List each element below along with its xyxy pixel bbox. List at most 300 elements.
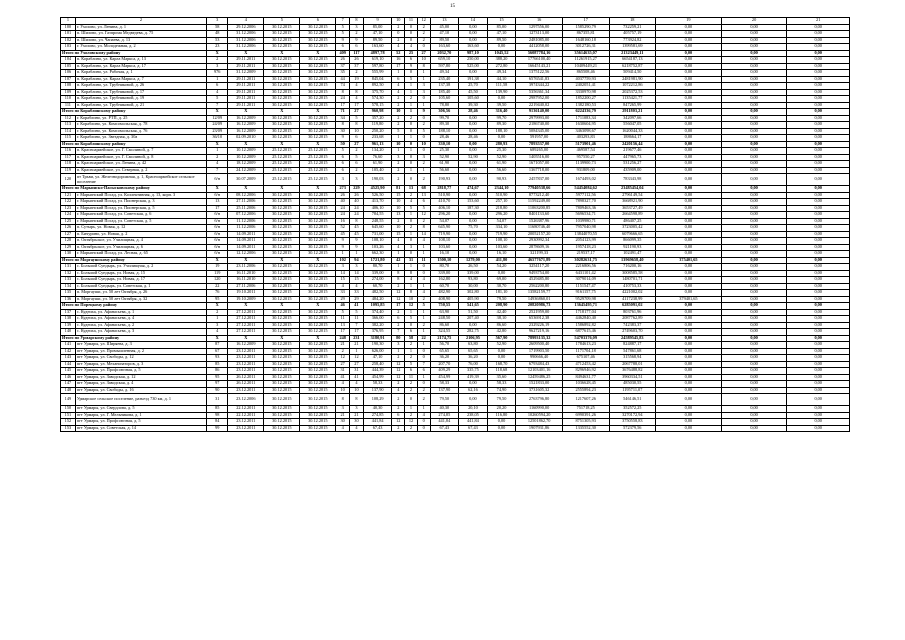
table-cell: 1: [392, 135, 405, 142]
table-cell: 659,10: [430, 57, 459, 64]
table-cell: 4: [405, 199, 418, 206]
table-cell: 6: [392, 76, 405, 83]
table-cell: 19: [350, 76, 364, 83]
table-cell: 0: [405, 251, 418, 258]
table-cell: 0,00: [656, 205, 722, 212]
subtotal-cell: 0,00: [459, 141, 488, 148]
table-cell: 30.12.2015: [300, 296, 336, 303]
subtotal-label: Итого по Моргаушскому району: [61, 257, 207, 264]
table-cell: 124: [61, 212, 76, 219]
address-cell: п. Кораблино, ул. Карла Маркса, д. 7: [75, 76, 206, 83]
table-cell: 10.12.2009: [228, 154, 264, 161]
table-cell: 0,00: [787, 355, 850, 362]
subtotal-cell: 2344,10: [487, 186, 516, 193]
table-cell: 29: [336, 296, 350, 303]
table-cell: 9: [336, 37, 350, 44]
table-cell: 0,00: [787, 329, 850, 336]
table-cell: 108,10: [363, 238, 392, 245]
subtotal-cell: 1500,10: [430, 257, 459, 264]
table-cell: 30.12.2015: [300, 277, 336, 284]
table-cell: 0,00: [721, 128, 787, 135]
table-cell: 39,50: [487, 102, 516, 109]
table-cell: 0,00: [656, 225, 722, 232]
table-cell: 1957418,23: [562, 244, 609, 251]
subtotal-cell: 4525,90: [363, 186, 392, 193]
table-cell: 28,46: [459, 135, 488, 142]
table-cell: 773924,82: [609, 37, 656, 44]
table-cell: 4712453,42: [562, 361, 609, 368]
table-cell: 30.12.2015: [300, 387, 336, 394]
table-cell: 0,00: [787, 425, 850, 432]
table-cell: 5: [350, 154, 364, 161]
table-cell: 6: [405, 57, 418, 64]
table-cell: 1: [392, 70, 405, 77]
table-cell: 153: [61, 425, 76, 432]
subtotal-cell: 35614635,07: [562, 50, 609, 57]
column-number: 5: [264, 18, 300, 25]
table-cell: 60,70: [430, 283, 459, 290]
table-cell: 25.12.2015: [300, 154, 336, 161]
table-cell: 5356361,34: [516, 89, 563, 96]
register-table: [60, 17, 850, 432]
table-cell: 10: [392, 199, 405, 206]
subtotal-cell: 4897,78: [363, 50, 392, 57]
table-cell: 2481085,00: [516, 37, 563, 44]
table-cell: 5: [336, 24, 350, 31]
table-cell: 30.12.2015: [300, 212, 336, 219]
table-cell: 0: [417, 355, 430, 362]
table-cell: 0: [417, 44, 430, 51]
table-cell: 30: [336, 419, 350, 426]
table-cell: 0,00: [656, 70, 722, 77]
table-cell: 0,00: [721, 31, 787, 38]
subtotal-label: Итого по Кораблинскому району: [61, 109, 207, 116]
table-cell: 11680746,40: [516, 225, 563, 232]
table-cell: 30.12.2015: [300, 70, 336, 77]
table-cell: 375,70: [363, 89, 392, 96]
table-cell: 190,03: [363, 174, 392, 186]
table-cell: 152: [61, 419, 76, 426]
table-cell: 31.12.2006: [228, 31, 264, 38]
table-cell: 40,30: [430, 406, 459, 413]
table-cell: 0,00: [656, 244, 722, 251]
table-cell: 11: [336, 316, 350, 323]
table-cell: 578,15: [363, 102, 392, 109]
subtotal-cell: 1: [405, 109, 418, 116]
table-cell: 3: [336, 264, 350, 271]
table-cell: 847265,99: [609, 102, 656, 109]
table-cell: 1852200,27: [562, 96, 609, 103]
table-cell: 5: [336, 309, 350, 316]
table-cell: 27.11.2006: [228, 283, 264, 290]
table-cell: 6877615,46: [562, 329, 609, 336]
table-cell: 08.12.2006: [228, 192, 264, 199]
subtotal-cell: 229: [350, 186, 364, 193]
subtotal-cell: 2911803,21: [609, 109, 656, 116]
table-cell: 30.12.2015: [264, 394, 300, 406]
table-cell: 274,85: [363, 412, 392, 419]
table-cell: 0,00: [656, 57, 722, 64]
table-cell: 67,43: [363, 425, 392, 432]
subtotal-cell: 541,65: [459, 303, 488, 310]
table-cell: 2562200,80: [516, 283, 563, 290]
table-cell: 188664,17: [609, 135, 656, 142]
table-cell: 482,50: [363, 290, 392, 297]
table-cell: 30.12.2015: [300, 329, 336, 336]
table-cell: 1784613,23: [562, 342, 609, 349]
subtotal-cell: 1721,80: [363, 257, 392, 264]
table-cell: 250,00: [459, 57, 488, 64]
table-cell: 13: [336, 322, 350, 329]
table-cell: 31: [336, 368, 350, 375]
table-cell: 1648160,18: [562, 37, 609, 44]
table-cell: 1151547,47: [562, 283, 609, 290]
address-cell: п. Красноармейское, ул. Ленина, д. 42: [75, 161, 206, 168]
table-cell: 20,10: [459, 406, 488, 413]
table-cell: 0,00: [656, 290, 722, 297]
table-cell: 0,00: [656, 63, 722, 70]
table-cell: 30.12.2015: [264, 290, 300, 297]
table-cell: 30.12.2015: [264, 425, 300, 432]
table-cell: 3676488,82: [609, 368, 656, 375]
table-cell: 2: [350, 31, 364, 38]
table-cell: 27.12.2011: [228, 316, 264, 323]
table-cell: 0: [405, 394, 418, 406]
table-cell: 0,00: [656, 199, 722, 206]
table-cell: 30.12.2015: [264, 57, 300, 64]
table-cell: 30.12.2015: [264, 361, 300, 368]
table-cell: 12: [336, 355, 350, 362]
address-cell: п. Красноармейское, ул. Северная, д. 2: [75, 167, 206, 174]
table-cell: 76: [207, 290, 228, 297]
table-cell: 2763796,80: [516, 394, 563, 406]
address-cell: с. Большой Сундырь, ул. Советская, д. 1: [75, 283, 206, 290]
subtotal-cell: X: [207, 303, 228, 310]
table-cell: 30.12.2015: [300, 425, 336, 432]
address-cell: с. Кудеиха, ул. Афанасьева, д. 3: [75, 329, 206, 336]
table-cell: 31.12.2006: [228, 37, 264, 44]
table-cell: 137,90: [430, 387, 459, 394]
address-cell: г. Ухолово, ул. Ленина, д. 1: [75, 24, 206, 31]
table-cell: 102491,47: [609, 251, 656, 258]
table-cell: 0,00: [656, 270, 722, 277]
subtotal-cell: 248: [336, 335, 350, 342]
table-cell: 0,00: [787, 244, 850, 251]
table-cell: 30.12.2015: [300, 135, 336, 142]
table-cell: 116: [61, 148, 76, 155]
table-cell: 136: [61, 296, 76, 303]
subtotal-cell: X: [207, 186, 228, 193]
table-cell: 1171704,18: [562, 348, 609, 355]
table-cell: 441,84: [363, 419, 392, 426]
table-cell: 153,60: [459, 199, 488, 206]
subtotal-cell: 6224336,79: [562, 109, 609, 116]
column-number: 3: [207, 18, 228, 25]
table-cell: 30.12.2015: [300, 218, 336, 225]
subtotal-cell: X: [300, 109, 336, 116]
table-cell: 6: [417, 368, 430, 375]
table-cell: 1: [392, 264, 405, 271]
subtotal-cell: 0,00: [721, 303, 787, 310]
table-cell: 168,70: [487, 361, 516, 368]
table-cell: 0,00: [787, 135, 850, 142]
table-cell: 0: [417, 148, 430, 155]
subtotal-cell: 330,10: [430, 141, 459, 148]
table-cell: 0,00: [656, 24, 722, 31]
table-cell: 0: [405, 128, 418, 135]
table-cell: 525,00: [459, 63, 488, 70]
table-cell: 112: [61, 115, 76, 122]
table-cell: 4: [350, 96, 364, 103]
table-cell: 2521959,00: [516, 309, 563, 316]
table-cell: 1: [405, 102, 418, 109]
table-cell: 12: [392, 419, 405, 426]
subtotal-cell: 10: [392, 141, 405, 148]
table-cell: 0,00: [721, 264, 787, 271]
subtotal-cell: 2174,75: [430, 335, 459, 342]
table-cell: 89,50: [430, 37, 459, 44]
table-cell: 3270172,94: [609, 412, 656, 419]
table-cell: 0: [405, 161, 418, 168]
subtotal-cell: 54703376,09: [562, 335, 609, 342]
table-cell: 0,00: [721, 231, 787, 238]
address-cell: п. Красноармейское, ул. Г. Смолиной, д. 7: [75, 148, 206, 155]
table-cell: 54,20: [487, 264, 516, 271]
table-cell: 22.12.2011: [228, 412, 264, 419]
table-cell: 3012726,31: [562, 44, 609, 51]
table-cell: 5: [405, 316, 418, 323]
table-cell: 27.12.2011: [228, 309, 264, 316]
table-cell: 16,10: [487, 251, 516, 258]
address-cell: г. Марьинский Посад, ул. Коллективная, д. 13, корп. 3: [75, 192, 206, 199]
table-cell: 133: [61, 277, 76, 284]
table-cell: 23.12.2006: [228, 394, 264, 406]
table-cell: 0,00: [656, 342, 722, 349]
table-cell: 52,90: [459, 154, 488, 161]
table-cell: 3254117,20: [516, 264, 563, 271]
table-cell: 8773212,40: [516, 192, 563, 199]
column-number: 21: [787, 18, 850, 25]
table-cell: 4: [392, 44, 405, 51]
table-cell: 30.12.2015: [264, 231, 300, 238]
subtotal-cell: 41: [350, 303, 364, 310]
table-cell: б/н: [207, 225, 228, 232]
table-cell: 4117238,99: [609, 296, 656, 303]
table-cell: 0,00: [787, 148, 850, 155]
table-cell: 0,00: [459, 24, 488, 31]
address-cell: г. Марьинский Посад, ул. Пионерская, д. 3: [75, 199, 206, 206]
table-cell: 0,00: [787, 24, 850, 31]
table-cell: 16.12.2009: [228, 128, 264, 135]
address-cell: пгт Урмары, ул. Промышленная, д. 2: [75, 348, 206, 355]
table-cell: 0: [405, 322, 418, 329]
address-cell: п. Кораблино, ул. Карла Маркса, д. 17: [75, 63, 206, 70]
table-cell: 3: [350, 174, 364, 186]
column-number: 1: [61, 18, 76, 25]
table-cell: 2: [417, 24, 430, 31]
table-cell: 99: [207, 425, 228, 432]
table-cell: 1: [392, 348, 405, 355]
table-cell: 0,00: [487, 96, 516, 103]
table-cell: 0,00: [721, 167, 787, 174]
column-number: 2: [75, 18, 206, 25]
table-cell: 0: [405, 218, 418, 225]
table-cell: 25.12.2015: [300, 174, 336, 186]
table-cell: 0,00: [459, 31, 488, 38]
table-cell: 1375122,56: [516, 70, 563, 77]
table-cell: 2: [417, 394, 430, 406]
table-cell: 6: [336, 44, 350, 51]
table-cell: 9: [336, 244, 350, 251]
table-cell: 645,90: [430, 225, 459, 232]
table-cell: 1: [417, 167, 430, 174]
table-cell: 30.12.2015: [264, 322, 300, 329]
table-cell: 3463098,67: [562, 128, 609, 135]
subtotal-cell: 56087784,16: [516, 50, 563, 57]
table-cell: 16.12.2009: [228, 115, 264, 122]
table-cell: 30,00: [459, 283, 488, 290]
table-cell: 0,00: [721, 329, 787, 336]
address-cell: пгт Урмары, ул. Советская, д. 14: [75, 425, 206, 432]
table-cell: 65,65: [430, 348, 459, 355]
table-cell: 0,00: [787, 76, 850, 83]
table-cell: 1674493,02: [562, 174, 609, 186]
table-cell: 12103401,16: [516, 368, 563, 375]
subtotal-cell: 0,00: [787, 335, 850, 342]
table-cell: 30.12.2015: [264, 225, 300, 232]
table-cell: 23.12.2011: [228, 355, 264, 362]
table-cell: 2329226,19: [516, 322, 563, 329]
table-cell: 0,00: [787, 167, 850, 174]
subtotal-cell: 30282631,75: [562, 257, 609, 264]
table-cell: 25.12.2015: [300, 161, 336, 168]
table-cell: 374,40: [363, 309, 392, 316]
table-cell: 0,00: [721, 387, 787, 394]
table-cell: 1: [417, 342, 430, 349]
subtotal-cell: 9: [417, 109, 430, 116]
table-cell: 1: [405, 231, 418, 238]
table-cell: 93: [207, 355, 228, 362]
address-cell: п. Кораблино, ул. Трубниковой, д. 21: [75, 102, 206, 109]
table-cell: 8: [350, 218, 364, 225]
address-cell: г. Марьинский Посад, ул. Пионерская, д. 5: [75, 205, 206, 212]
subtotal-cell: X: [207, 257, 228, 264]
address-cell: п. Октябрьское, ул. Училищная, д. 4: [75, 238, 206, 245]
table-cell: 2: [417, 322, 430, 329]
table-cell: 0,00: [721, 174, 787, 186]
table-cell: 30.12.2015: [264, 44, 300, 51]
table-cell: 30.12.2015: [300, 57, 336, 64]
table-cell: 26: [336, 57, 350, 64]
subtotal-cell: 117: [350, 50, 364, 57]
table-cell: 957550,27: [562, 154, 609, 161]
table-cell: 510,90: [487, 192, 516, 199]
table-cell: 0,00: [721, 70, 787, 77]
subtotal-label: Итого по Урмарскому району: [61, 335, 207, 342]
subtotal-cell: 50: [336, 141, 350, 148]
table-cell: 9: [336, 135, 350, 142]
table-cell: 1: [417, 76, 430, 83]
table-cell: 2: [405, 192, 418, 199]
table-cell: 5: [405, 361, 418, 368]
table-cell: 30.12.2015: [264, 63, 300, 70]
table-cell: 140: [61, 329, 76, 336]
subtotal-cell: 68: [417, 186, 430, 193]
table-cell: 143: [61, 355, 76, 362]
table-cell: 0,00: [459, 394, 488, 406]
table-cell: 30.12.2015: [264, 192, 300, 199]
table-cell: 30.12.2015: [264, 238, 300, 245]
table-cell: 1195711,07: [609, 387, 656, 394]
table-cell: 108,10: [430, 238, 459, 245]
subtotal-cell: 0,00: [656, 109, 722, 116]
table-cell: 11: [405, 374, 418, 381]
table-cell: 07.12.2006: [228, 212, 264, 219]
table-cell: 0: [417, 115, 430, 122]
table-cell: 2: [405, 381, 418, 388]
table-cell: 0,00: [721, 24, 787, 31]
table-cell: б/н: [207, 244, 228, 251]
table-cell: 1: [417, 316, 430, 323]
table-cell: 296,20: [487, 212, 516, 219]
column-number: 7: [336, 18, 350, 25]
subtotal-cell: 31: [405, 257, 418, 264]
table-cell: 258,40: [363, 361, 392, 368]
address-cell: г. Марьинский Посад, ул. Советская, д. 6: [75, 212, 206, 219]
subtotal-cell: X: [264, 335, 300, 342]
table-cell: 3: [392, 154, 405, 161]
table-cell: 67,43: [430, 425, 459, 432]
table-cell: 302,80: [459, 290, 488, 297]
table-cell: 0,00: [459, 322, 488, 329]
table-cell: 207,40: [459, 316, 488, 323]
table-cell: 51,50: [459, 309, 488, 316]
table-cell: 17: [207, 205, 228, 212]
table-cell: 731,00: [363, 231, 392, 238]
table-cell: 2067788,01: [609, 361, 656, 368]
table-cell: 2: [405, 425, 418, 432]
table-cell: б/н: [207, 251, 228, 258]
table-cell: 0,00: [656, 122, 722, 129]
table-cell: 6: [392, 412, 405, 419]
table-cell: 93,80: [459, 277, 488, 284]
table-cell: 30.12.2015: [264, 406, 300, 413]
table-cell: 410,70: [430, 199, 459, 206]
table-cell: 0,00: [656, 238, 722, 245]
table-cell: 406,10: [430, 205, 459, 212]
table-cell: 13844070,55: [562, 231, 609, 238]
address-cell: с. Кудеиха, ул. Афанасьева, д. 1: [75, 309, 206, 316]
table-cell: 3: [336, 174, 350, 186]
table-cell: 30.12.2015: [300, 24, 336, 31]
table-cell: 12: [392, 290, 405, 297]
table-cell: 74,90: [487, 387, 516, 394]
table-cell: 296,20: [430, 212, 459, 219]
subtotal-cell: X: [207, 109, 228, 116]
subtotal-label: Итого по Ухоловскому району: [61, 50, 207, 57]
table-cell: 1586892,82: [562, 322, 609, 329]
subtotal-cell: 21323449,11: [609, 50, 656, 57]
table-cell: 1: [417, 406, 430, 413]
table-cell: 1671057,00: [516, 161, 563, 168]
table-cell: 16: [392, 57, 405, 64]
table-cell: 63,90: [430, 309, 459, 316]
table-cell: 24.12.2009: [228, 167, 264, 174]
table-cell: 274,85: [430, 412, 459, 419]
table-cell: 30.12.2015: [300, 368, 336, 375]
table-cell: 1: [417, 283, 430, 290]
subtotal-cell: 42: [392, 257, 405, 264]
